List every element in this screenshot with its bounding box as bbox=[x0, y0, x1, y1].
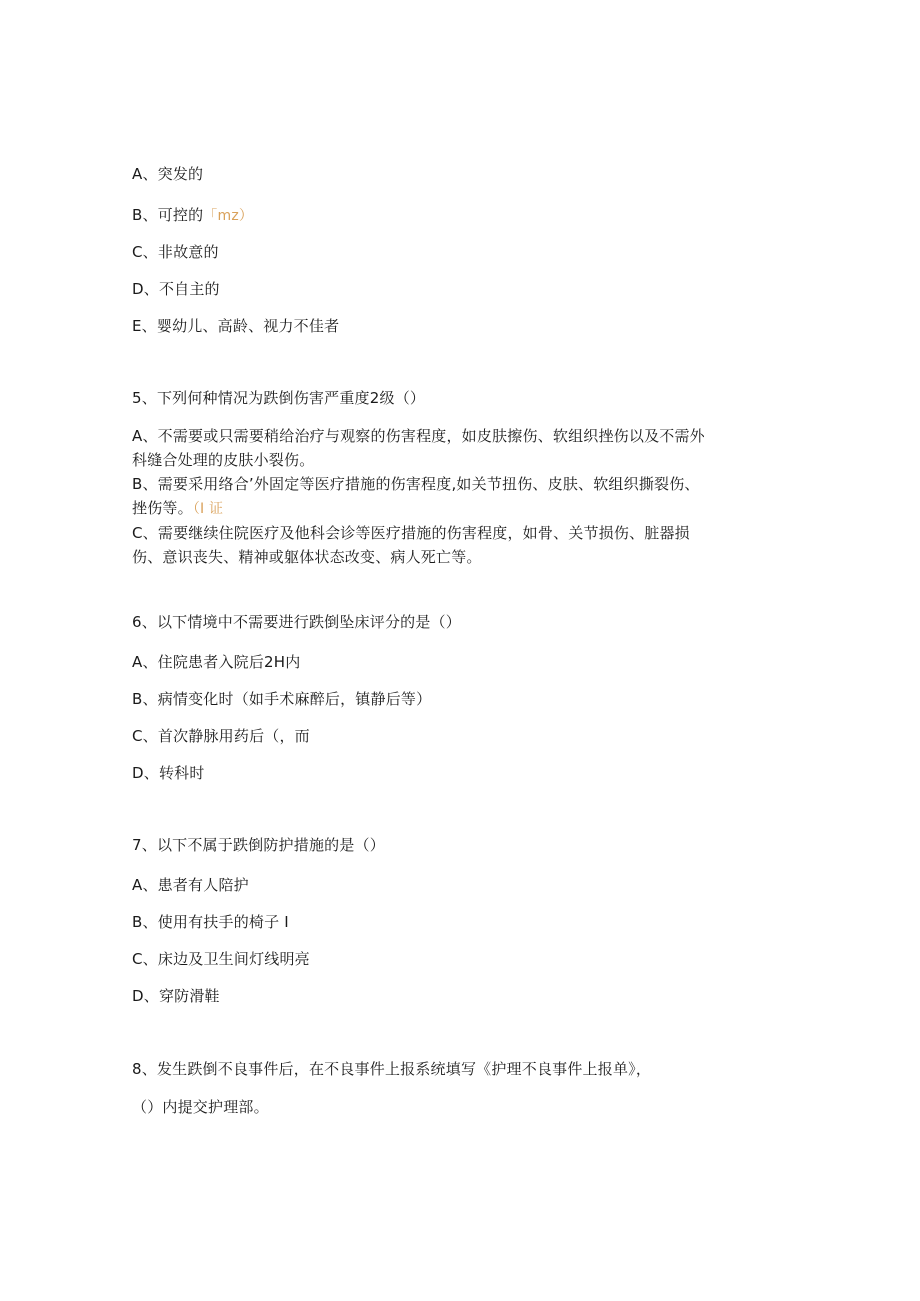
q4-option-b-annotation: 「mz） bbox=[203, 208, 254, 224]
q5-option-c-line1: C、需要继续住院医疗及他科会诊等医疗措施的伤害程度，如骨、关节损伤、脏器损 bbox=[132, 524, 690, 542]
q6-stem: 6、以下情境中不需要进行跌倒坠床评分的是（） bbox=[132, 613, 461, 631]
q7-option-b: B、使用有扶手的椅子 I bbox=[132, 913, 289, 931]
q4-option-b-text: B、可控的 bbox=[132, 206, 204, 224]
q5-option-b-line2-text: 挫伤等。 bbox=[132, 499, 193, 517]
q5-option-a-line1: A、不需要或只需要稍给治疗与观察的伤害程度，如皮肤擦伤、软组织挫伤以及不需外 bbox=[132, 427, 705, 445]
q7-option-a: A、患者有人陪护 bbox=[132, 876, 249, 894]
q7-option-c: C、床边及卫生间灯线明亮 bbox=[132, 950, 310, 968]
q4-option-c: C、非故意的 bbox=[132, 243, 219, 261]
q7-stem: 7、以下不属于跌倒防护措施的是（） bbox=[132, 836, 385, 854]
q4-option-e: E、婴幼儿、高龄、视力不佳者 bbox=[132, 317, 340, 335]
q5-option-b-annotation: （I 证 bbox=[192, 501, 224, 517]
q5-stem: 5、下列何种情况为跌倒伤害严重度2级（） bbox=[132, 389, 426, 407]
q4-option-d: D、不自主的 bbox=[132, 280, 220, 298]
q8-stem-line1: 8、发生跌倒不良事件后，在不良事件上报系统填写《护理不良事件上报单》， bbox=[132, 1060, 652, 1078]
q5-option-c-line2: 伤、意识丧失、精神或躯体状态改变、病人死亡等。 bbox=[132, 548, 482, 566]
q6-option-d: D、转科时 bbox=[132, 764, 205, 782]
q6-option-b: B、病情变化时（如手术麻醉后，镇静后等） bbox=[132, 690, 432, 708]
q4-option-a: A、突发的 bbox=[132, 165, 204, 183]
q5-option-a-line2: 科缝合处理的皮肤小裂伤。 bbox=[132, 451, 315, 469]
q5-option-b-line1: B、需要采用络合’外固定等医疗措施的伤害程度,如关节扭伤、皮肤、软组织撕裂伤、 bbox=[132, 475, 700, 493]
q4-option-b bbox=[132, 205, 253, 226]
q6-option-c: C、首次静脉用药后（，而 bbox=[132, 727, 310, 745]
q5-option-b-line2 bbox=[132, 498, 782, 519]
q8-stem-line2: （）内提交护理部。 bbox=[132, 1098, 269, 1116]
q7-option-d: D、穿防滑鞋 bbox=[132, 987, 220, 1005]
q6-option-a: A、住院患者入院后2H内 bbox=[132, 653, 301, 671]
